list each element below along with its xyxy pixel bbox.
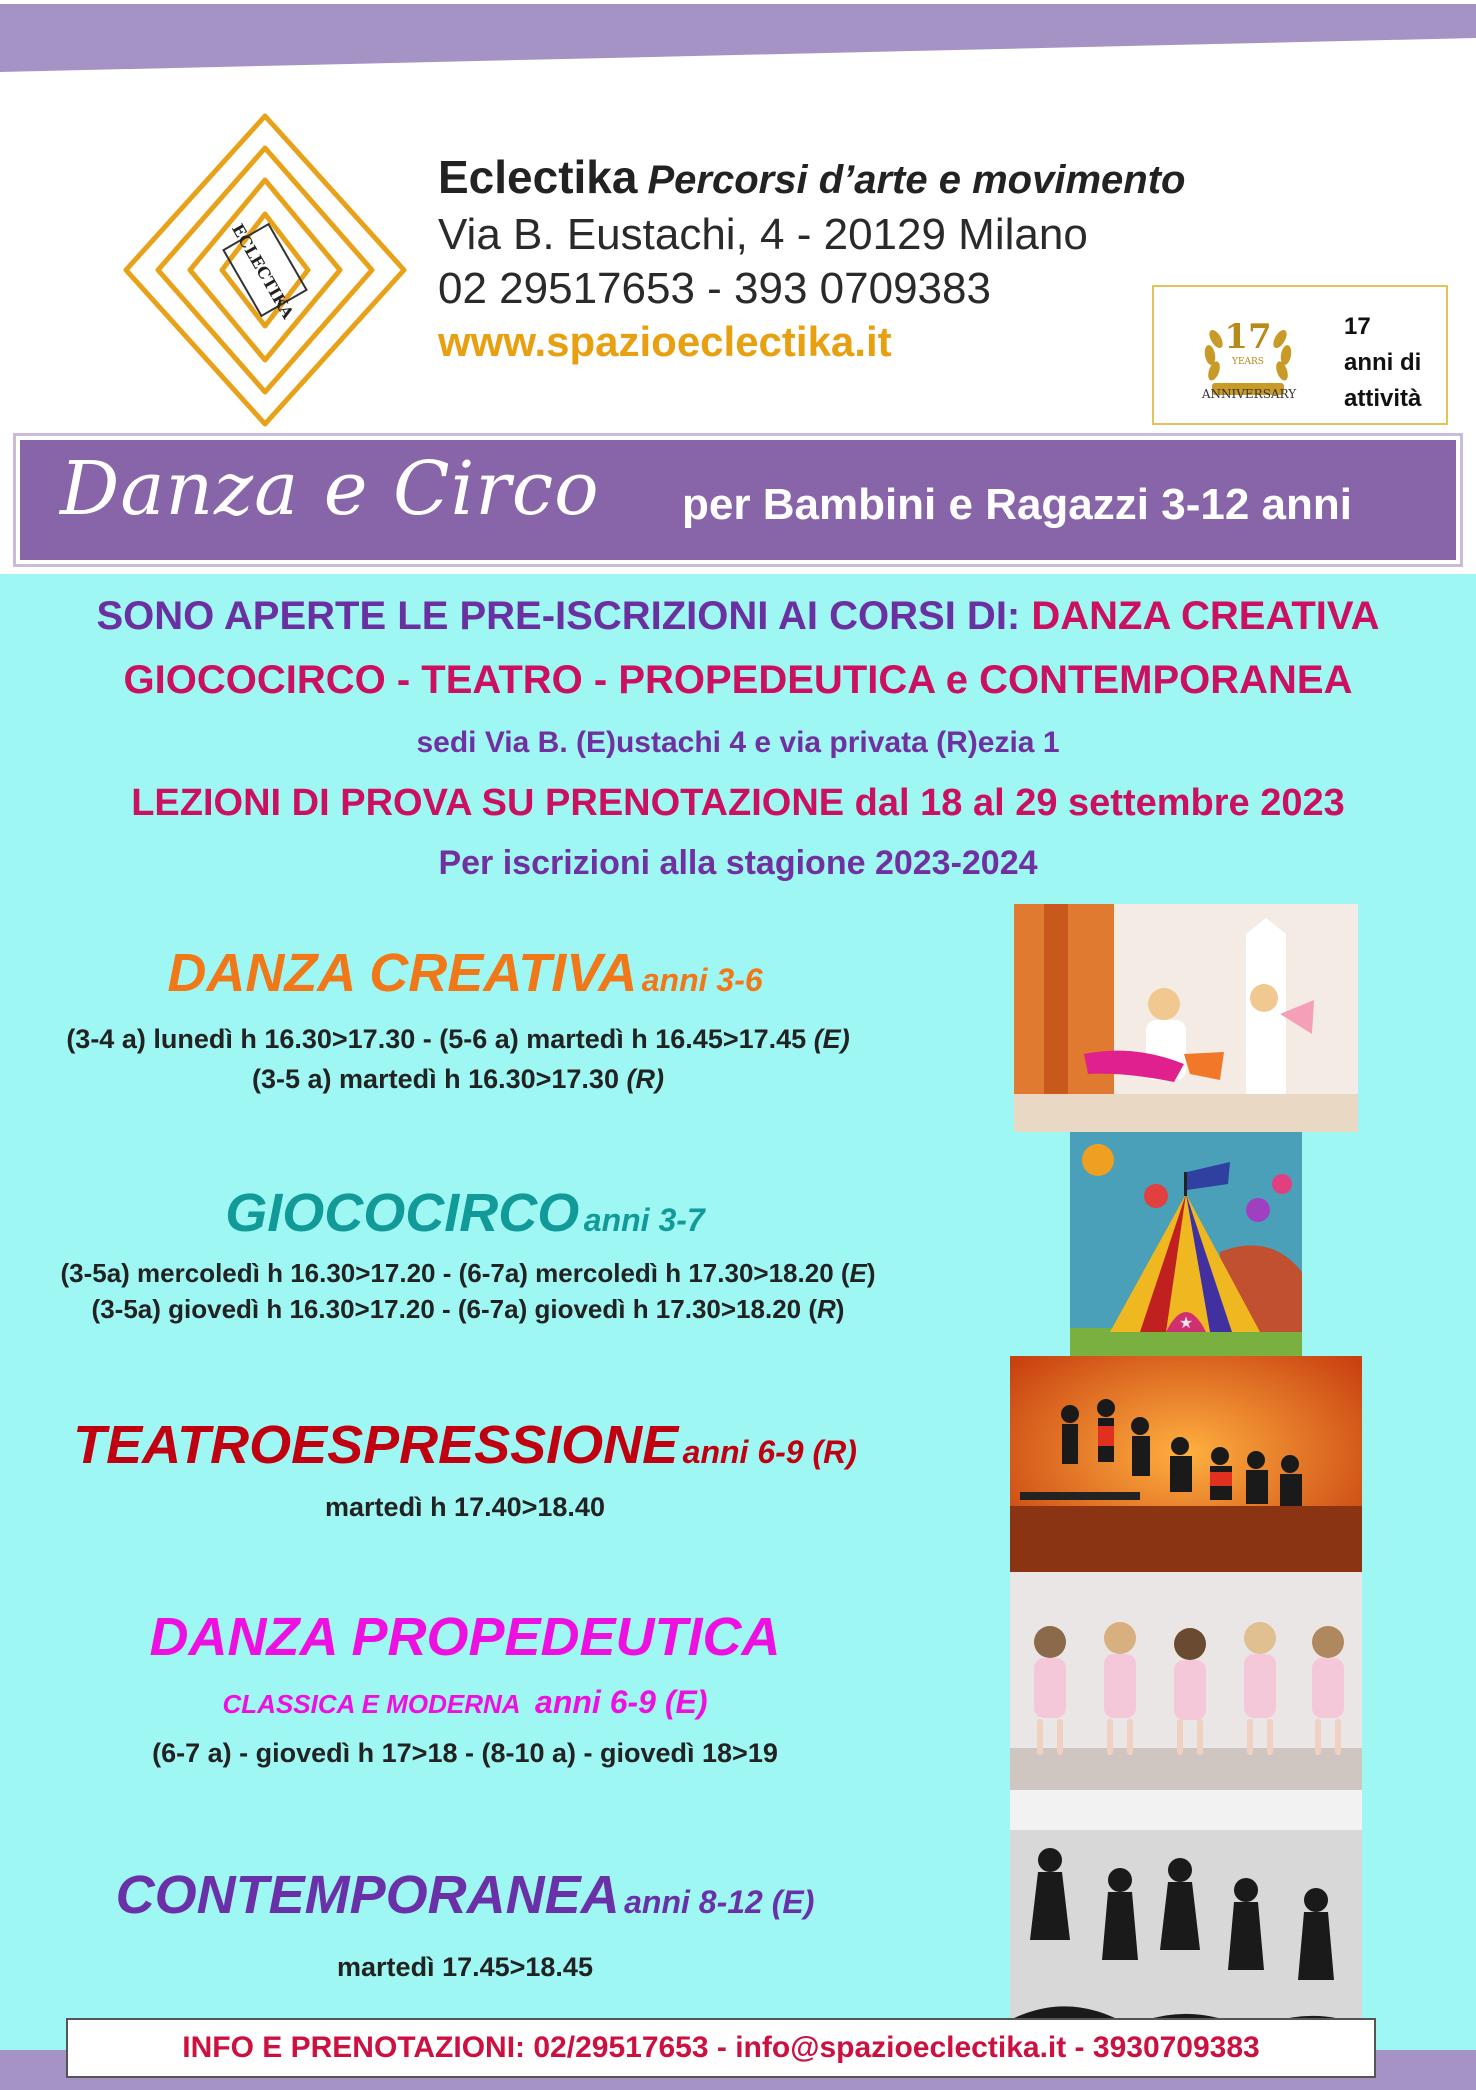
danza-creativa-photo <box>1014 904 1358 1132</box>
course-ages: anni 6-9 (E) <box>535 1684 708 1720</box>
course-propedeutica-schedule: (6-7 a) - giovedì h 17>18 - (8-10 a) - giovedì 18>19 <box>152 1738 778 1768</box>
schedule-paren: ) <box>866 1258 876 1288</box>
course-giococirco-schedule-1 <box>0 1258 936 1289</box>
anniversary-text <box>1344 309 1421 417</box>
anniversary-badge-years: YEARS <box>1232 357 1264 367</box>
course-name: DANZA CREATIVA <box>167 943 638 1003</box>
course-danza-creativa-title <box>0 942 930 1004</box>
announcement-line1 <box>0 594 1476 639</box>
course-name: DANZA PROPEDEUTICA <box>149 1607 781 1667</box>
anniversary-box <box>1152 285 1448 425</box>
course-ages: anni 6-9 (R) <box>682 1434 857 1470</box>
course-name: TEATROESPRESSIONE <box>73 1415 679 1475</box>
announcement-line4: LEZIONI DI PROVA SU PRENOTAZIONE dal 18 al 29 settembre 2023 <box>131 782 1345 824</box>
brand-name: Eclectika <box>438 151 638 203</box>
course-giococirco-schedule-2 <box>0 1294 936 1325</box>
svg-text:ECLECTIKA: ECLECTIKA <box>228 220 298 322</box>
info-contact-bar: INFO E PRENOTAZIONI: 02/29517653 - info@spazioeclectika.it - 3930709383 <box>66 2018 1376 2078</box>
eclectika-logo <box>120 110 410 430</box>
teatro-photo <box>1010 1356 1362 1572</box>
schedule-text: (3-4 a) lunedì h 16.30>17.30 - (5-6 a) martedì h 16.45>17.45 <box>66 1024 814 1054</box>
course-name: CONTEMPORANEA <box>115 1865 620 1925</box>
announcement-line2: GIOCOCIRCO - TEATRO - PROPEDEUTICA e CONTEMPORANEA <box>123 658 1353 702</box>
propedeutica-photo <box>1010 1572 1362 1790</box>
course-ages: anni 3-6 <box>641 962 763 998</box>
announcement-line5: Per iscrizioni alla stagione 2023-2024 <box>438 844 1038 882</box>
announcement-line1-part2: DANZA CREATIVA <box>1031 594 1380 638</box>
website-link[interactable]: www.spazioeclectika.it <box>438 318 892 365</box>
course-giococirco-title <box>0 1182 930 1244</box>
title-subtitle: per Bambini e Ragazzi 3-12 anni <box>682 480 1352 529</box>
course-propedeutica-title <box>0 1606 930 1668</box>
anniversary-badge-label: ANNIVERSARY <box>1201 387 1297 401</box>
course-teatro-title <box>0 1414 930 1476</box>
anniversary-line1: 17 <box>1344 313 1371 340</box>
course-danza-creativa-schedule-1 <box>0 1024 916 1055</box>
course-ages: anni 3-7 <box>583 1202 705 1238</box>
phones: 02 29517653 - 393 0709383 <box>438 264 991 313</box>
top-decorative-band <box>0 0 1476 72</box>
schedule-location: R <box>817 1294 836 1324</box>
brand-tagline: Percorsi d’arte e movimento <box>647 158 1186 202</box>
course-propedeutica-subtitle <box>0 1684 930 1721</box>
schedule-text: (3-5 a) martedì h 16.30>17.30 <box>252 1064 627 1094</box>
title-bar <box>16 436 1460 564</box>
schedule-text: (3-5a) giovedì h 16.30>17.20 - (6-7a) giovedì h 17.30>18.20 ( <box>91 1294 817 1324</box>
brand-line <box>438 150 1185 204</box>
svg-text:★: ★ <box>1178 1315 1194 1332</box>
schedule-location: E <box>849 1258 867 1288</box>
anniversary-line3: attività <box>1344 385 1422 412</box>
address: Via B. Eustachi, 4 - 20129 Milano <box>438 210 1088 259</box>
course-contemporanea-title <box>0 1864 930 1926</box>
schedule-text: (3-5a) mercoledì h 16.30>17.20 - (6-7a) mercoledì h 17.30>18.20 ( <box>60 1258 850 1288</box>
course-teatro-schedule: martedì h 17.40>18.40 <box>325 1492 605 1522</box>
schedule-paren: ) <box>835 1294 845 1324</box>
course-danza-creativa-schedule-2 <box>0 1064 916 1095</box>
giococirco-photo <box>1070 1132 1302 1356</box>
schedule-location: (E) <box>813 1024 850 1054</box>
anniversary-line2: anni di <box>1344 349 1422 376</box>
anniversary-badge-number: 17 <box>1224 317 1272 357</box>
schedule-location: (R) <box>626 1064 664 1094</box>
course-name: GIOCOCIRCO <box>225 1183 580 1243</box>
main-section <box>0 574 1476 2090</box>
announcement-line3: sedi Via B. (E)ustachi 4 e via privata (R)ezia 1 <box>416 726 1060 759</box>
course-contemporanea-schedule: martedì 17.45>18.45 <box>337 1952 593 1982</box>
course-style: CLASSICA E MODERNA <box>222 1689 521 1719</box>
script-title: Danza e Circo <box>60 446 600 532</box>
announcement-line1-part1: SONO APERTE LE PRE-ISCRIZIONI AI CORSI DI: <box>96 594 1032 638</box>
course-ages: anni 8-12 (E) <box>624 1884 815 1920</box>
